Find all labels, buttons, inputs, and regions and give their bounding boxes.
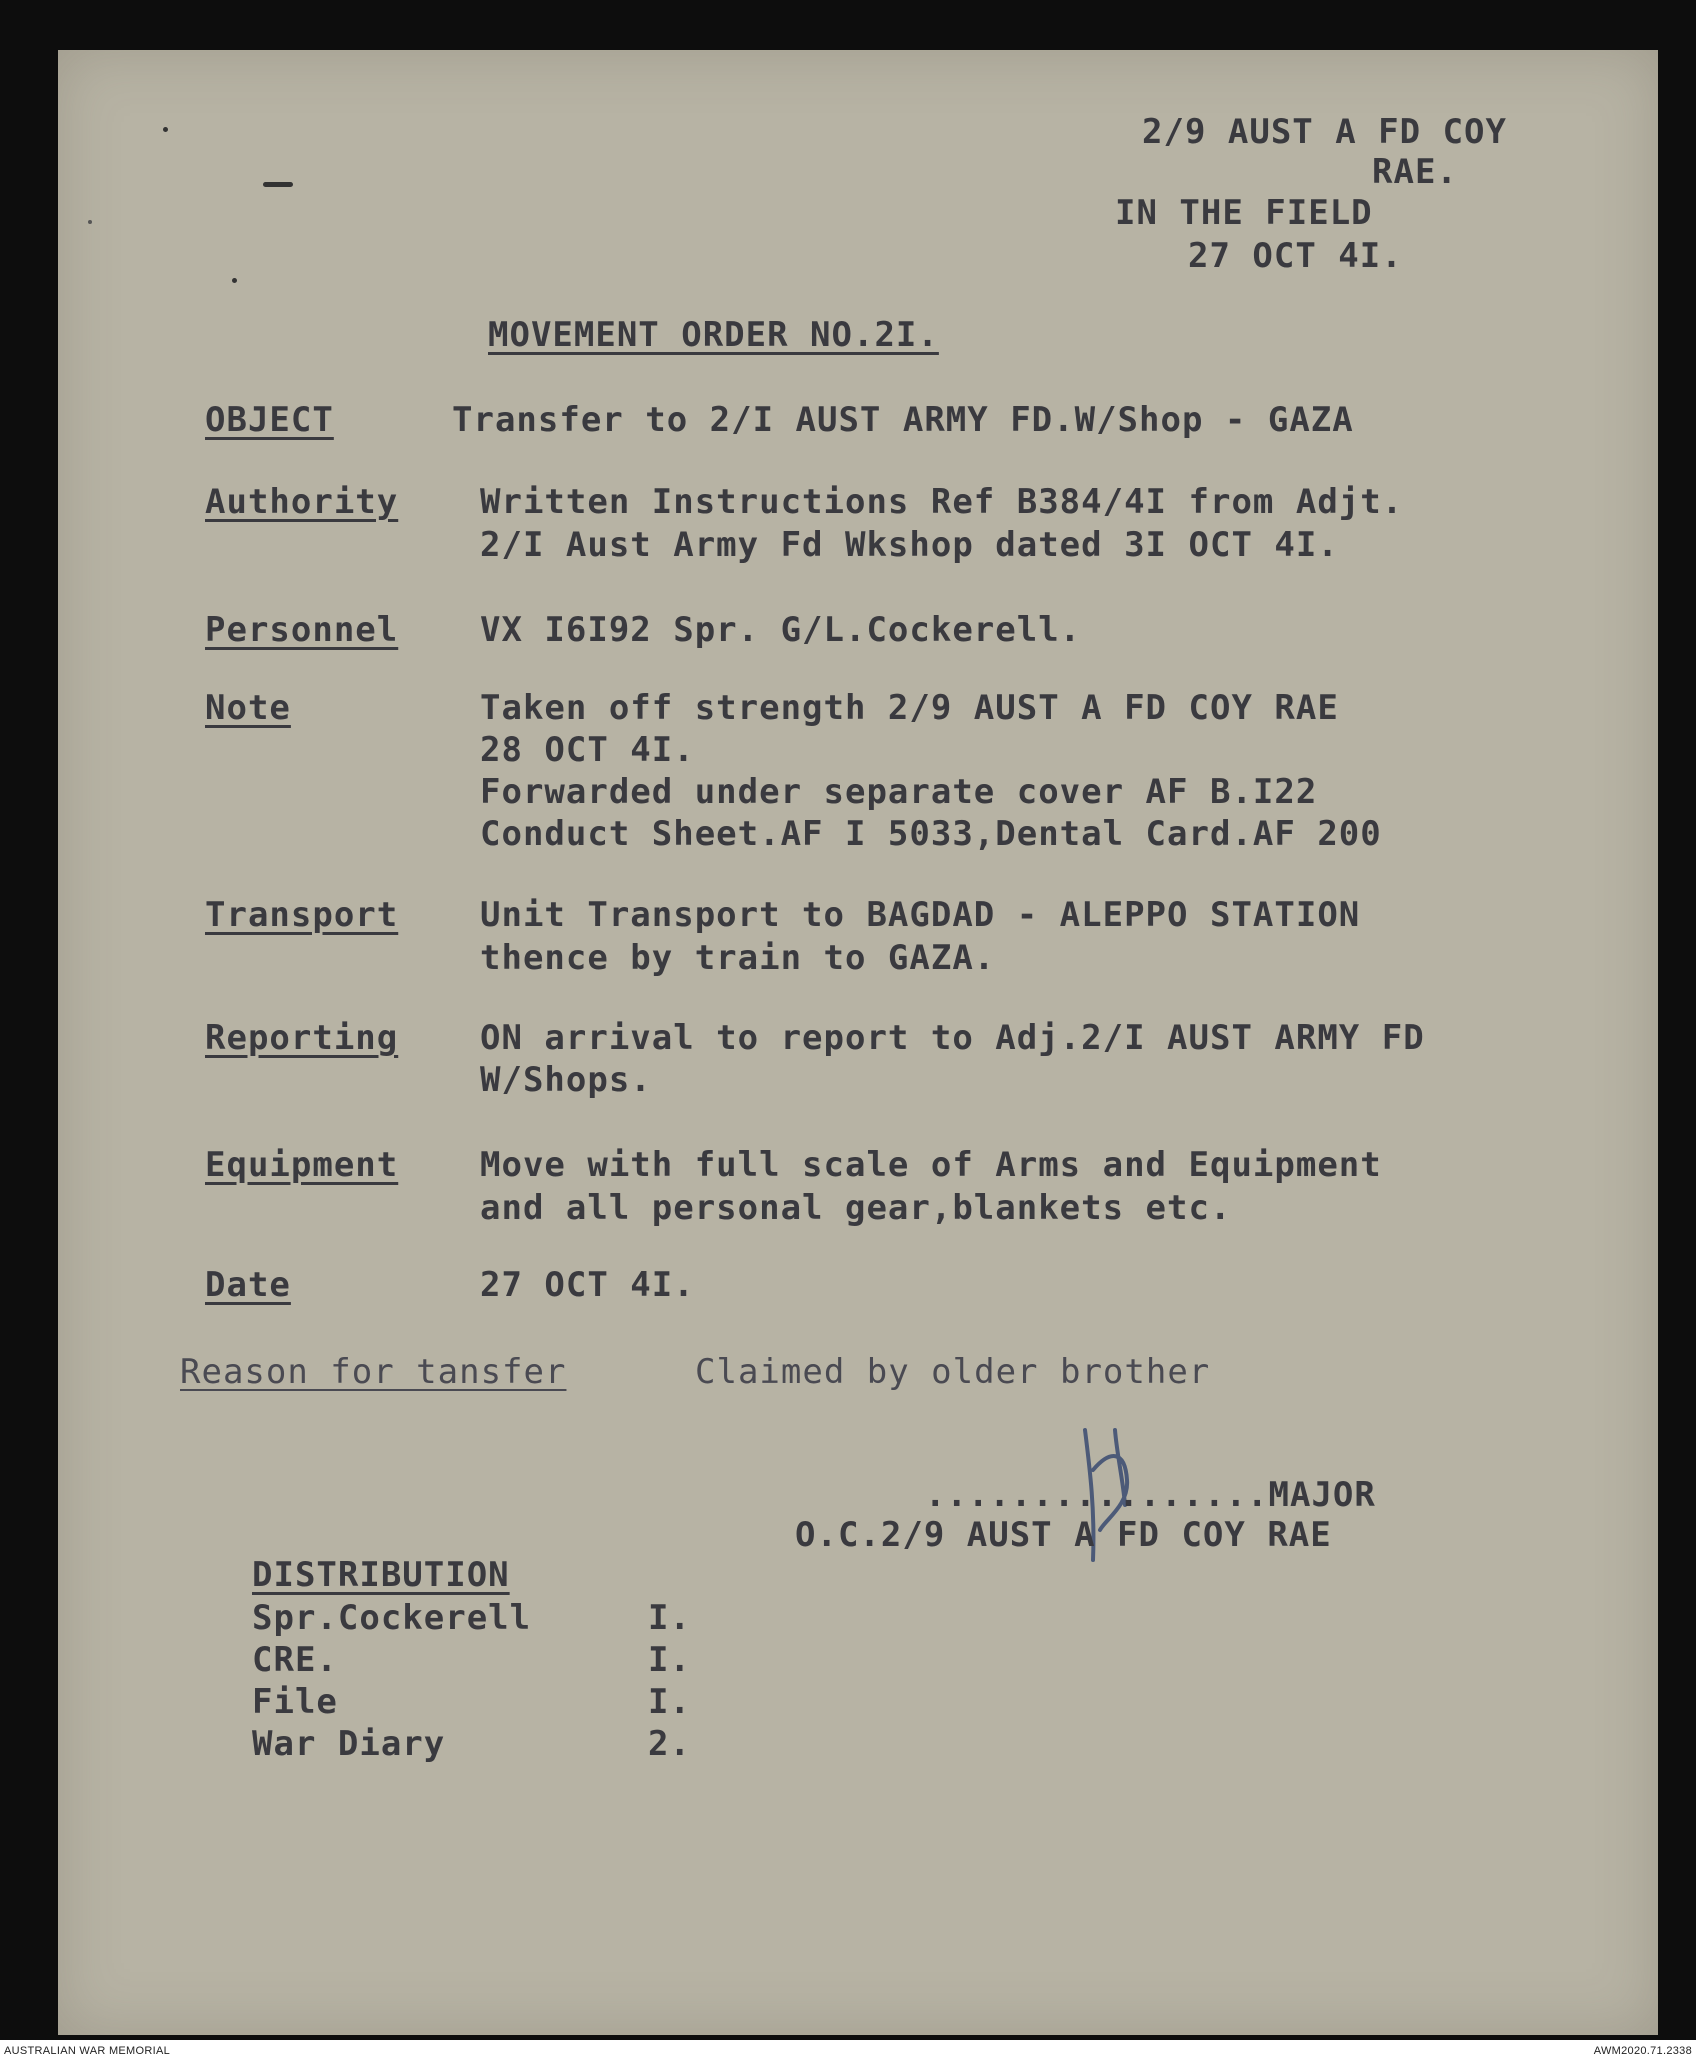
reporting-line2: W/Shops. [480,1060,652,1100]
authority-line2: 2/I Aust Army Fd Wkshop dated 3I OCT 4I. [480,525,1339,565]
header-location: IN THE FIELD [1115,193,1373,233]
distribution-heading: DISTRIBUTION [252,1555,510,1595]
note-line1: Taken off strength 2/9 AUST A FD COY RAE [480,688,1339,728]
object-label: OBJECT [205,400,334,440]
reason-label: Reason for tansfer [180,1352,567,1392]
note-line2: 28 OCT 4I. [480,730,695,770]
distribution-row-count: 2. [648,1724,691,1764]
paper-speck [263,182,293,187]
distribution-row-name: Spr.Cockerell [252,1598,532,1638]
authority-line1: Written Instructions Ref B384/4I from Adjt. [480,482,1404,522]
distribution-row-name: File [252,1682,338,1722]
equipment-label: Equipment [205,1145,399,1185]
note-line3: Forwarded under separate cover AF B.I22 [480,772,1318,812]
paper-speck [163,127,168,132]
transport-line1: Unit Transport to BAGDAD - ALEPPO STATION [480,895,1361,935]
header-unit-line2: RAE. [1372,152,1458,192]
personnel-text: VX I6I92 Spr. G/L.Cockerell. [480,610,1082,650]
object-text: Transfer to 2/I AUST ARMY FD.W/Shop - GAZA [452,400,1354,440]
distribution-row-count: I. [648,1598,691,1638]
signature-title: O.C.2/9 AUST A FD COY RAE [795,1515,1332,1555]
header-date: 27 OCT 4I. [1188,236,1403,276]
transport-label: Transport [205,895,399,935]
note-label: Note [205,688,291,728]
date-text: 27 OCT 4I. [480,1265,695,1305]
authority-label: Authority [205,482,399,522]
distribution-row-count: I. [648,1682,691,1722]
personnel-label: Personnel [205,610,399,650]
footer-source: AUSTRALIAN WAR MEMORIAL [4,2045,171,2057]
document-title: MOVEMENT ORDER NO.2I. [488,315,939,355]
equipment-line1: Move with full scale of Arms and Equipment [480,1145,1382,1185]
reporting-label: Reporting [205,1018,399,1058]
footer-accession-number: AWM2020.71.2338 [1593,2045,1692,2057]
paper-speck [88,220,92,224]
reason-value: Claimed by older brother [695,1352,1211,1392]
distribution-row-count: I. [648,1640,691,1680]
distribution-row-name: CRE. [252,1640,338,1680]
equipment-line2: and all personal gear,blankets etc. [480,1188,1232,1228]
date-label: Date [205,1265,291,1305]
reporting-line1: ON arrival to report to Adj.2/I AUST ARMY FD [480,1018,1425,1058]
transport-line2: thence by train to GAZA. [480,938,996,978]
paper-speck [232,278,237,283]
note-line4: Conduct Sheet.AF I 5033,Dental Card.AF 200 [480,814,1382,854]
footer-strip [0,2040,1696,2061]
header-unit-line1: 2/9 AUST A FD COY [1142,112,1507,152]
signature-line: ................MAJOR [925,1475,1376,1515]
distribution-row-name: War Diary [252,1724,446,1764]
